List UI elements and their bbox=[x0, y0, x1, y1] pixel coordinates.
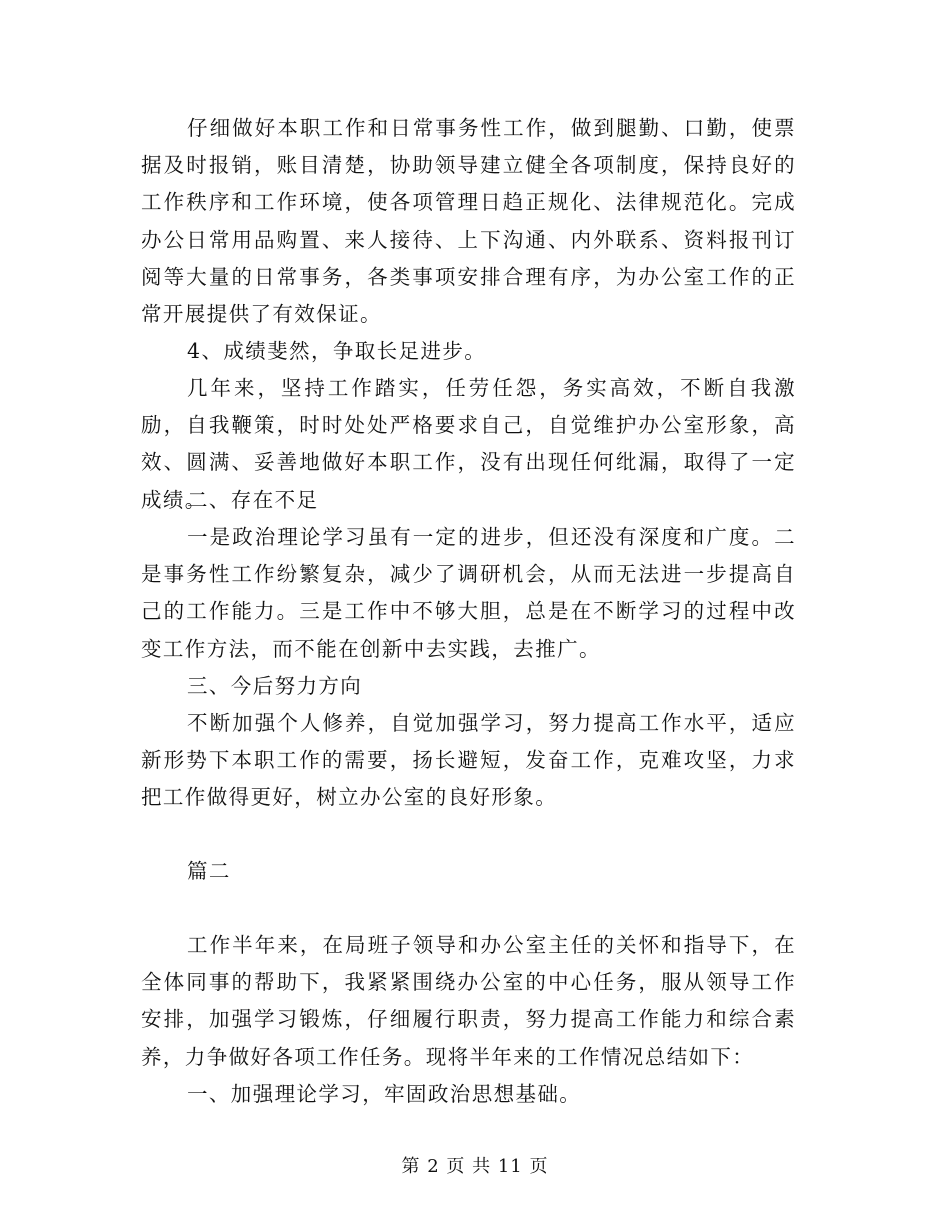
heading-achievements: 4、成绩斐然，争取长足进步。 bbox=[187, 339, 487, 363]
paragraph-achievements: 几年来，坚持工作踏实，任劳任怨，务实高效，不断自我激励，自我鞭策，时时处处严格要求自己，自觉维护办公室形象，高效、圆满、妥善地做好本职工作，没有出现任何纰漏，取得了一定成绩。 bbox=[141, 376, 796, 512]
heading-theory-study: 一、加强理论学习，牢固政治思想基础。 bbox=[187, 1082, 582, 1106]
heading-future-direction: 三、今后努力方向 bbox=[187, 674, 363, 698]
paragraph-intro-part-two: 工作半年来，在局班子领导和办公室主任的关怀和指导下，在全体同事的帮助下，我紧紧围绕办公室的中心任务，服从领导工作安排，加强学习锻炼，仔细履行职责，努力提高工作能力和综合素养，力争做好各项工作任务。现将半年来的工作情况总结如下： bbox=[141, 933, 796, 1069]
page-footer: 第 2 页 共 11 页 bbox=[401, 1156, 549, 1177]
section-title-part-two: 篇二 bbox=[187, 859, 231, 883]
paragraph-future-direction: 不断加强个人修养，自觉加强学习，努力提高工作水平，适应新形势下本职工作的需要，扬长避短，发奋工作，克难攻坚，力求把工作做得更好，树立办公室的良好形象。 bbox=[141, 711, 796, 810]
heading-shortcomings: 二、存在不足 bbox=[187, 488, 319, 512]
paragraph-shortcomings: 一是政治理论学习虽有一定的进步，但还没有深度和广度。二是事务性工作纷繁复杂，减少了调研机会，从而无法进一步提高自己的工作能力。三是工作中不够大胆，总是在不断学习的过程中改变工作方法，而不能在创新中去实践，去推广。 bbox=[141, 525, 796, 661]
paragraph-daily-work: 仔细做好本职工作和日常事务性工作，做到腿勤、口勤，使票据及时报销，账目清楚，协助领导建立健全各项制度，保持良好的工作秩序和工作环境，使各项管理日趋正规化、法律规范化。完成办公日常用品购置、来人接待、上下沟通、内外联系、资料报刊订阅等大量的日常事务，各类事项安排合理有序，为办公室工作的正常开展提供了有效保证。 bbox=[141, 116, 796, 327]
